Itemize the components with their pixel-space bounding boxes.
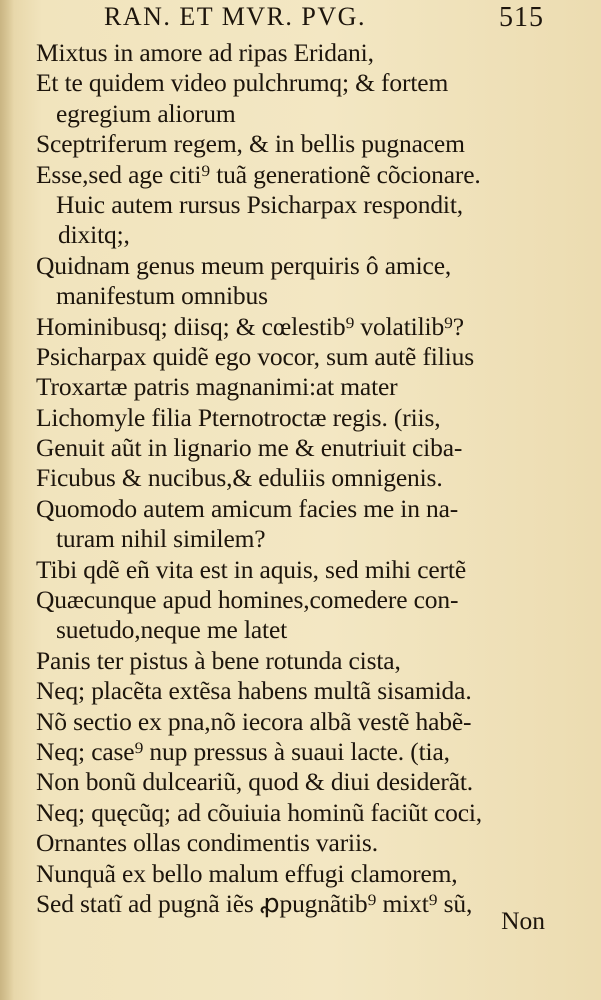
text-line: Quomodo autem amicum facies me in na- xyxy=(36,493,459,523)
text-line: Neq; placẽta extẽsa habens multã sisamida. xyxy=(36,676,472,706)
text-line: Lichomyle filia Pternotroctæ regis. (riis, xyxy=(36,402,441,432)
text-block xyxy=(36,38,556,919)
text-line: manifestum omnibus xyxy=(56,281,268,311)
text-line: egregium aliorum xyxy=(56,98,236,128)
catchword: Non xyxy=(501,906,545,935)
text-line: Sed statĩ ad pugnã iẽs ꝓpugnãtib⁹ mixt⁹ sũ, xyxy=(36,888,473,918)
text-line: Quidnam genus meum perquiris ô amice, xyxy=(36,250,452,280)
text-line: dixitq;, xyxy=(58,220,130,250)
text-line: Esse,sed age citi⁹ tuã generationẽ cõcionare. xyxy=(36,159,481,189)
text-line: Huic autem rursus Psicharpax respondit, xyxy=(56,189,464,219)
text-line: Panis ter pistus à bene rotunda cista, xyxy=(36,645,401,675)
page-gutter-shadow xyxy=(0,0,14,1000)
text-line: Quæcunque apud homines,comedere con- xyxy=(36,585,459,615)
text-line: Et te quidem video pulchrumq; & fortem xyxy=(36,68,449,98)
text-line: Genuit aũt in lignario me & enutriuit ciba- xyxy=(36,433,463,463)
page-number: 515 xyxy=(499,2,544,33)
text-line: Troxartæ patris magnanimi:at mater xyxy=(36,372,398,402)
text-line: suetudo,neque me latet xyxy=(56,615,288,645)
text-line: Nunquã ex bello malum effugi clamorem, xyxy=(36,858,458,888)
text-line: Ficubus & nucibus,& eduliis omnigenis. xyxy=(36,463,443,493)
text-line: Mixtus in amore ad ripas Eridani, xyxy=(36,38,374,67)
text-line: Hominibusq; diisq; & cœlestib⁹ volatilib⁹? xyxy=(36,311,464,341)
text-line: Non bonũ dulceariũ, quod & diui desiderãt. xyxy=(36,767,474,797)
text-line: Psicharpax quidẽ ego vocor, sum autẽ filius xyxy=(36,341,474,371)
page-header xyxy=(104,2,544,36)
text-line: Tibi qdẽ eñ vita est in aquis, sed mihi certẽ xyxy=(36,554,466,584)
text-line: turam nihil similem? xyxy=(56,524,266,554)
text-line: Nõ sectio ex pna,nõ iecora albã vestẽ habẽ- xyxy=(36,706,472,736)
running-title: RAN. ET MVR. PVG. xyxy=(104,2,366,31)
text-line: Sceptriferum regem, & in bellis pugnacem xyxy=(36,129,465,159)
text-line: Ornantes ollas condimentis variis. xyxy=(36,828,378,858)
text-line: Neq; quęcũq; ad cõuiuia hominũ faciũt coci, xyxy=(36,797,483,827)
text-line: Neq; case⁹ nup pressus à suaui lacte. (tia, xyxy=(36,736,450,766)
